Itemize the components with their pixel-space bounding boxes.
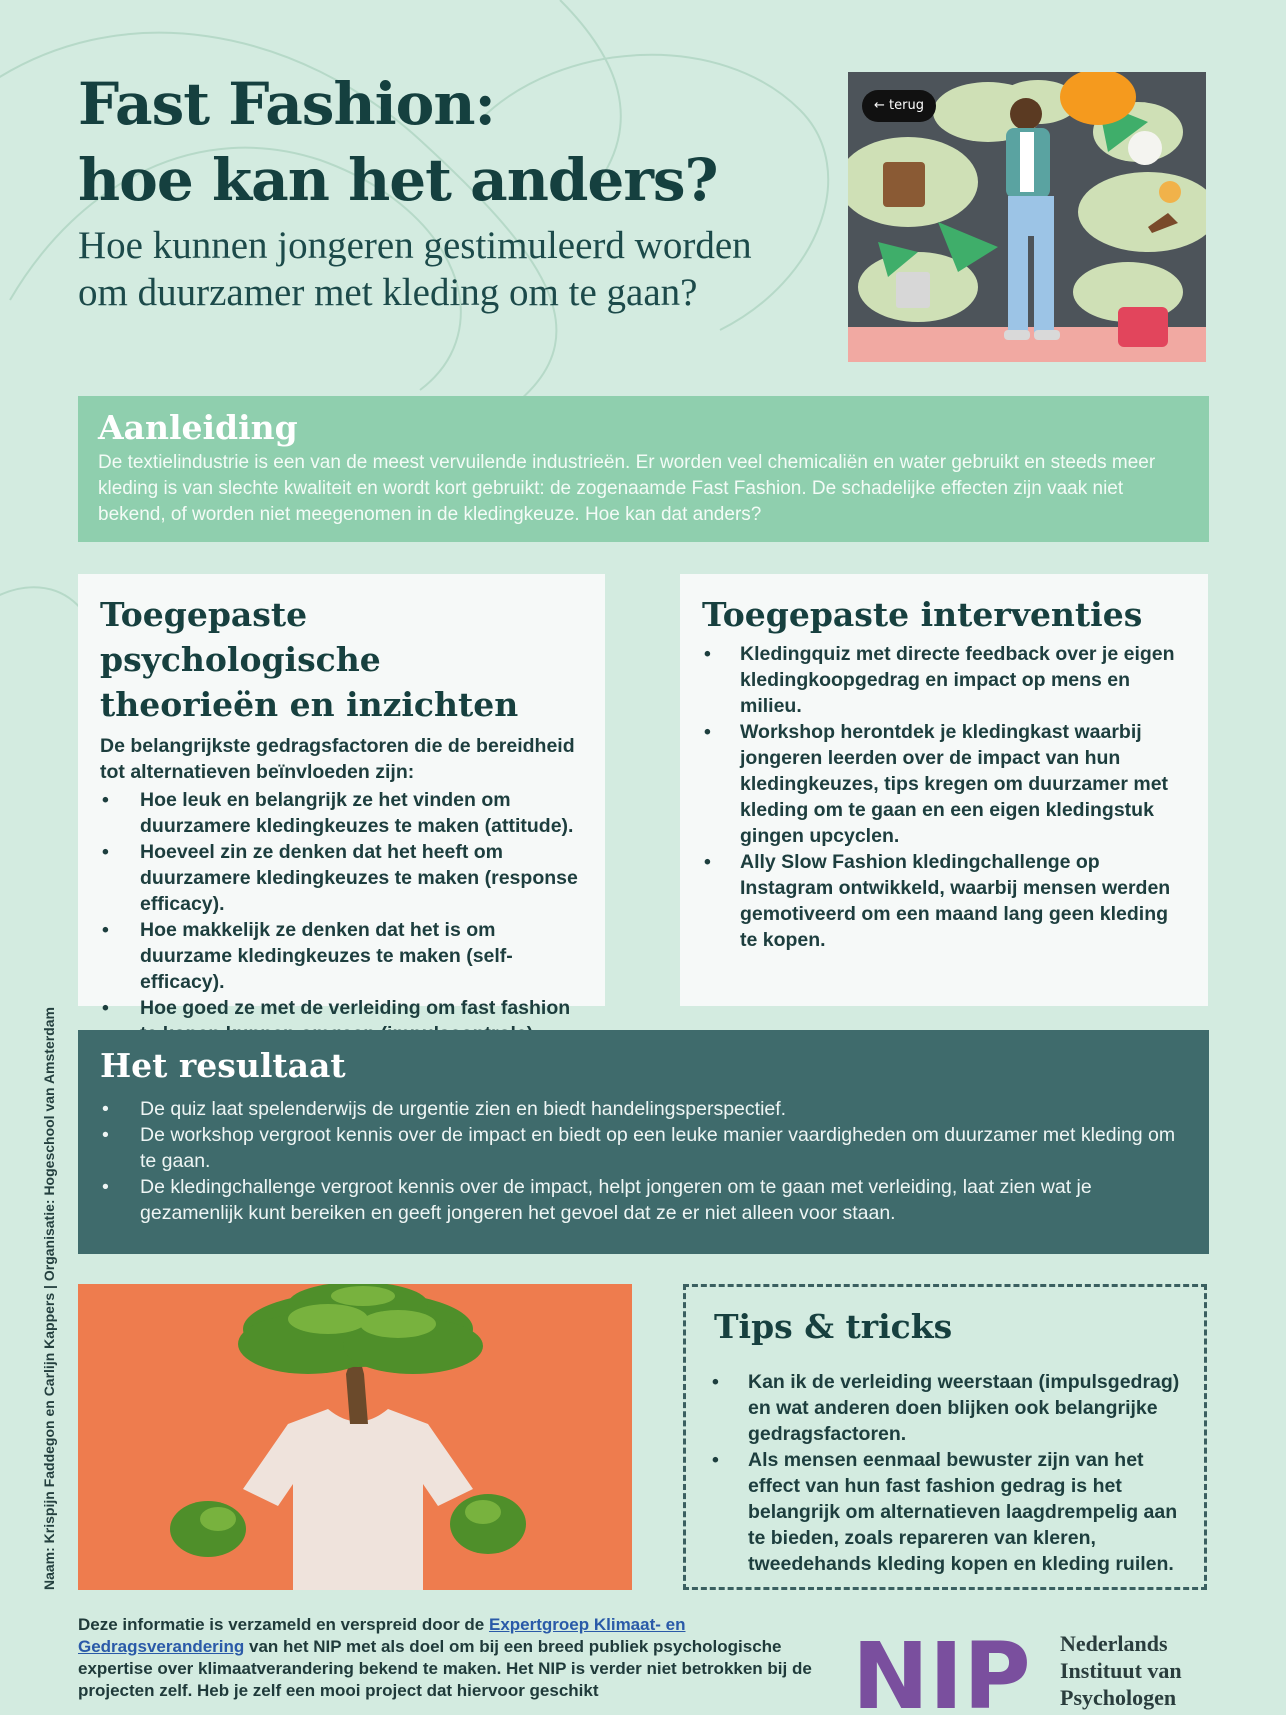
nip-organisation-name [1060,1630,1280,1711]
aanleiding-heading: Aanleiding [98,408,298,447]
list-item: • Hoe leuk en belangrijk ze het vinden om duurzamere kledingkeuzes te maken (attitude). [100,787,583,839]
interventions-list [702,641,1186,953]
expertgroep-link[interactable]: Expertgroep Klimaat- en Gedragsverandering [78,1615,686,1656]
nip-logo-text: NIP [852,1628,1031,1715]
aanleiding-section [78,396,1209,542]
tips-list [708,1369,1182,1577]
list-item: • Hoe makkelijk ze denken dat het is om duurzame kledingkeuzes te maken (self-efficacy). [100,917,583,995]
list-item: • Als mensen eenmaal bewuster zijn van het effect van hun fast fashion gedrag is het belangrijk om alternatieven laagdrempelig aan te bieden, zoals repareren van kleren, tweedehands kleding kopen en kleding ruilen. [708,1447,1182,1577]
interventions-card [680,574,1208,1006]
title-line-1: Fast Fashion: [78,70,495,138]
org-line-3: Psychologen [1060,1685,1177,1710]
list-item: • Ally Slow Fashion kledingchallenge op Instagram ontwikkeld, waarbij mensen werden gemotiveerd om een maand lang geen kleding te kopen. [702,849,1186,953]
list-item: • De kledingchallenge vergroot kennis over de impact, helpt jongeren om te gaan met verleiding, laat zien wat je gezamenlijk kunt bereiken en geeft jongeren het gevoel dat ze er niet alleen voor staan. [100,1174,1187,1226]
list-item: • De quiz laat spelenderwijs de urgentie zien en biedt handelingsperspectief. [100,1096,1187,1122]
author-credit: Naam: Krispijn Faddegon en Carlijn Kappers | Organisatie: Hogeschool van Amsterdam [41,1007,57,1590]
footer-text [78,1614,838,1702]
theories-heading-line-1: Toegepaste psychologische [100,595,381,679]
list-item: • Workshop herontdek je kledingkast waarbij jongeren leerden over de impact van hun kledingkeuzes, tips kregen om duurzamer met kleding om te gaan en een eigen kledingstuk gingen upcyclen. [702,719,1186,849]
resultaat-heading: Het resultaat [100,1046,346,1085]
list-item: • Hoeveel zin ze denken dat het heeft om duurzamere kledingkeuzes te maken (response efficacy). [100,839,583,917]
tree-shirt-image [78,1284,632,1590]
list-item: • Kan ik de verleiding weerstaan (impulsgedrag) en wat anderen doen blijken ook belangrijke gedragsfactoren. [708,1369,1182,1447]
theories-lead: De belangrijkste gedragsfactoren die de bereidheid tot alternatieven beïnvloeden zijn: [100,735,575,783]
theories-heading [100,592,583,727]
theories-card [78,574,605,1019]
interventions-heading: Toegepaste interventies [702,595,1143,634]
tips-card [683,1284,1207,1590]
resultaat-list [100,1096,1187,1226]
page-subtitle: Hoe kunnen jongeren gestimuleerd worden om duurzamer met kleding om te gaan? [78,224,752,314]
nip-logo [852,1628,1042,1715]
aanleiding-text: De textielindustrie is een van de meest vervuilende industrieën. Er worden veel chemicaliën en water gebruikt en steeds meer kleding is van slechte kwaliteit en wordt kort gebruikt: de zogenaamde Fast Fashion. De schadelijke effecten zijn vaak niet bekend, of worden niet meegenomen in de kledingkeuze. Hoe kan dat anders? [98,452,1156,525]
tree-shirt-icon [78,1284,632,1590]
fashion-illustration [848,72,1206,362]
footer-text-after: van het NIP met als doel om bij een breed publiek psychologische expertise over klimaatverandering bekend te maken. Het NIP is verder niet betrokken bij de projecten zelf. Heb je zelf een mooi project dat hiervoor geschikt [78,1637,812,1700]
back-button[interactable]: ← terug [862,90,936,122]
footer-text-before: Deze informatie is verzameld en verspreid door de [78,1615,489,1634]
tips-heading: Tips & tricks [714,1307,953,1346]
org-line-1: Nederlands [1060,1631,1168,1656]
list-item: • De workshop vergroot kennis over de impact en biedt op een leuke manier vaardigheden om duurzamer met kleding om te gaan. [100,1122,1187,1174]
org-line-2: Instituut van [1060,1658,1182,1683]
theories-list [100,787,583,1047]
page-title [78,66,778,218]
list-item: • Kledingquiz met directe feedback over je eigen kledingkoopgedrag en impact op mens en milieu. [702,641,1186,719]
resultaat-section [78,1030,1209,1254]
theories-heading-line-2: theorieën en inzichten [100,685,519,724]
title-line-2: hoe kan het anders? [78,146,718,214]
list-item: • Hoe goed ze met de verleiding om fast fashion [100,995,583,1047]
